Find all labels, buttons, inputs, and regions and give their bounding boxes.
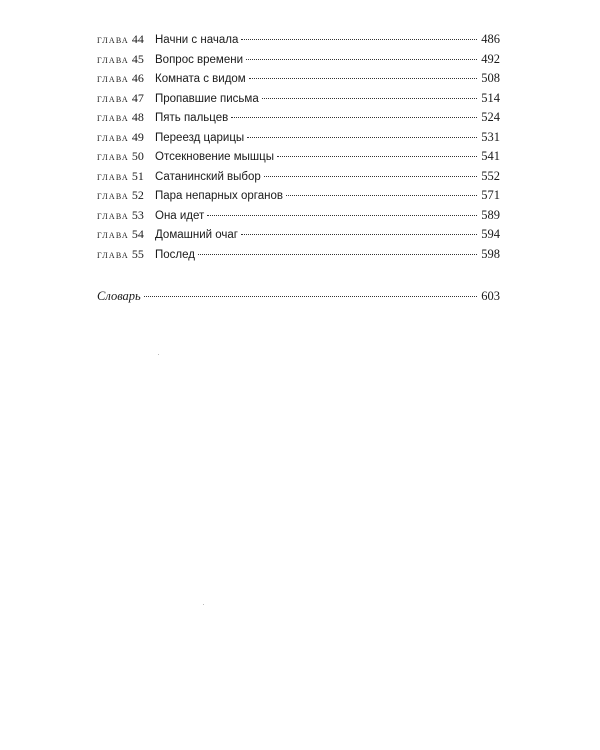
chapter-label (97, 167, 155, 188)
chapter-word: глава (97, 131, 129, 144)
dot-leader (262, 98, 477, 99)
dot-leader (286, 195, 477, 196)
chapter-label (97, 206, 155, 227)
chapter-word: глава (97, 229, 129, 241)
paper-speck (158, 354, 159, 355)
chapter-label (97, 128, 155, 149)
chapter-title: Вопрос времени (155, 53, 244, 66)
toc-entry (97, 245, 500, 265)
chapter-word: глава (97, 190, 129, 202)
chapter-number: 44 (131, 32, 144, 46)
dot-leader (246, 59, 477, 60)
chapter-number: 53 (131, 207, 144, 222)
chapter-title: Домашний очаг (155, 229, 238, 241)
toc-entry (97, 89, 500, 109)
page-number: 598 (481, 246, 500, 261)
chapter-label (97, 147, 155, 168)
toc-entry (97, 225, 500, 245)
toc-entry (97, 50, 500, 70)
dot-leader (241, 39, 477, 40)
chapter-number: 48 (131, 110, 144, 124)
toc-entry (97, 128, 500, 148)
glossary-entry (97, 287, 500, 307)
chapter-title: Отсекновение мышцы (155, 151, 274, 163)
dot-leader (247, 137, 477, 138)
chapter-title: Пара непарных органов (155, 190, 283, 202)
chapter-word: глава (97, 92, 129, 105)
page-number: 514 (481, 90, 500, 105)
chapter-number: 49 (131, 129, 144, 144)
page-number: 541 (481, 149, 500, 163)
chapter-label (97, 50, 155, 71)
table-of-contents (97, 30, 500, 264)
dot-leader (277, 156, 477, 157)
chapter-title: Сатанинский выбор (155, 170, 261, 183)
dot-leader (198, 254, 477, 255)
page-number: 571 (481, 188, 500, 202)
dot-leader (241, 234, 477, 235)
chapter-number: 55 (131, 246, 144, 261)
chapter-label (97, 245, 155, 266)
toc-entry (97, 69, 500, 89)
page-number: 603 (481, 289, 500, 303)
page-number: 594 (481, 227, 500, 241)
chapter-word: глава (97, 73, 129, 85)
chapter-title: Пропавшие письма (155, 92, 259, 105)
page-number: 552 (481, 168, 500, 183)
chapter-word: глава (97, 151, 129, 163)
dot-leader (249, 78, 477, 79)
chapter-title: Комната с видом (155, 73, 246, 85)
chapter-label (97, 69, 155, 90)
chapter-word: глава (97, 209, 129, 222)
page-number: 531 (481, 129, 500, 144)
chapter-word: глава (97, 112, 129, 124)
chapter-word: глава (97, 170, 129, 183)
chapter-title: Начни с начала (155, 34, 239, 46)
glossary-title: Словарь (97, 289, 141, 303)
chapter-title: Пять пальцев (155, 112, 229, 124)
chapter-number: 50 (131, 149, 144, 163)
chapter-label (97, 89, 155, 110)
toc-entry (97, 108, 500, 128)
chapter-label (97, 225, 155, 246)
chapter-title: Послед (155, 248, 195, 261)
chapter-word: глава (97, 53, 129, 66)
toc-entry (97, 206, 500, 226)
toc-entry (97, 287, 500, 307)
chapter-label (97, 108, 155, 129)
dot-leader (231, 117, 477, 118)
chapter-number: 51 (131, 168, 144, 183)
chapter-number: 45 (131, 51, 144, 66)
chapter-title: Она идет (155, 209, 205, 222)
chapter-title: Переезд царицы (155, 131, 245, 144)
dot-leader (264, 176, 477, 177)
page-number: 492 (481, 51, 500, 66)
chapter-label (97, 30, 155, 51)
page-number: 486 (481, 32, 500, 46)
chapter-number: 47 (131, 90, 144, 105)
toc-entry (97, 186, 500, 206)
dot-leader (144, 296, 477, 297)
chapter-number: 52 (131, 188, 144, 202)
page-number: 508 (481, 71, 500, 85)
chapter-number: 46 (131, 71, 144, 85)
page-number: 589 (481, 207, 500, 222)
page-number: 524 (481, 110, 500, 124)
chapter-label (97, 186, 155, 207)
chapter-word: глава (97, 34, 129, 46)
chapter-number: 54 (131, 227, 144, 241)
toc-entry (97, 30, 500, 50)
paper-speck (203, 604, 204, 605)
dot-leader (207, 215, 477, 216)
chapter-word: глава (97, 248, 129, 261)
toc-entry (97, 167, 500, 187)
toc-entry (97, 147, 500, 167)
